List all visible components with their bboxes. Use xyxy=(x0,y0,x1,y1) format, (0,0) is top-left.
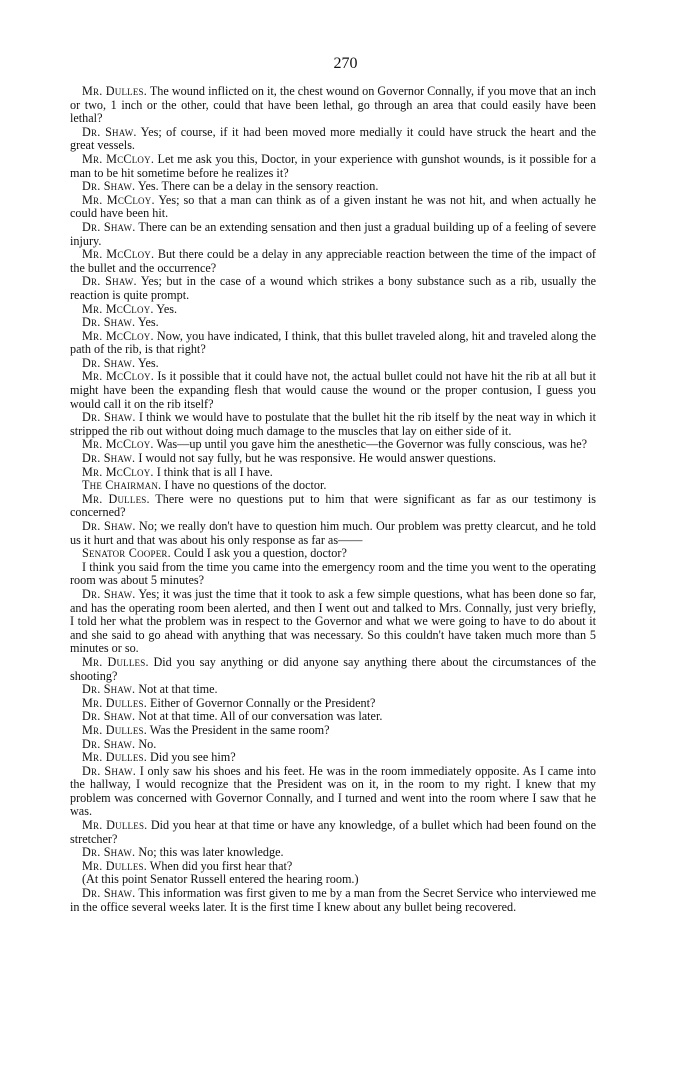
statement-text: Now, you have indicated, I think, that this bullet traveled along, hit and traveled along the path of the rib, is that right? xyxy=(70,328,597,357)
speaker-name: Mr. McCloy. xyxy=(82,151,155,166)
speaker-name: Mr. Dulles. xyxy=(82,818,148,833)
speaker-name: Dr. Shaw. xyxy=(82,736,136,751)
statement-text: Yes; so that a man can think as of a given instant he was not hit, and when actually he could have been hit. xyxy=(70,192,596,221)
statement-text: There can be an extending sensation and then just a gradual building up of a feeling of severe injury. xyxy=(70,219,596,248)
speaker-name: Mr. McCloy. xyxy=(82,369,154,384)
statement-text: I think you said from the time you came into the emergency room and the time you went to the operating room was about 5 minutes? xyxy=(70,559,596,588)
statement-text: Is it possible that it could have not, the actual bullet could not have hit the rib at all but it might have been the expanding flesh that would cause the wound or the proper contusion, I guess you would call it on the rib itself? xyxy=(70,369,596,411)
testimony-paragraph xyxy=(70,85,596,126)
testimony-paragraph xyxy=(70,547,596,561)
speaker-name: Mr. McCloy. xyxy=(82,247,155,262)
statement-text: Yes; it was just the time that it took to ask a few simple questions, what has been done so far, and has the operating room been alerted, and then I went out and talked to Mrs. Connally, just very briefly, I told her what the problem was in respect to the Governor and what we were going to have to do about it and she said to go ahead with anything that was necessary. So this couldn't have taken much more than 5 minutes or so. xyxy=(70,586,596,656)
testimony-paragraph xyxy=(70,126,596,153)
testimony-paragraph xyxy=(70,520,596,547)
speaker-name: Mr. McCloy. xyxy=(82,437,154,452)
testimony-paragraph xyxy=(70,819,596,846)
speaker-name: Mr. Dulles. xyxy=(82,84,147,98)
testimony-body xyxy=(70,85,596,914)
statement-text: (At this point Senator Russell entered the hearing room.) xyxy=(82,872,359,887)
testimony-paragraph xyxy=(70,357,596,371)
testimony-paragraph xyxy=(70,466,596,480)
speaker-name: Dr. Shaw. xyxy=(82,886,136,901)
speaker-name: Dr. Shaw. xyxy=(82,763,136,778)
speaker-name: Mr. Dulles. xyxy=(82,750,147,765)
statement-text: Not at that time. All of our conversation was later. xyxy=(135,709,383,724)
statement-text: Not at that time. xyxy=(135,682,218,697)
testimony-paragraph xyxy=(70,561,596,588)
speaker-name: Dr. Shaw. xyxy=(82,274,137,289)
speaker-name: Dr. Shaw. xyxy=(82,451,136,466)
testimony-paragraph xyxy=(70,887,596,914)
testimony-paragraph xyxy=(70,438,596,452)
speaker-name: Mr. Dulles. xyxy=(82,858,147,873)
speaker-name: Dr. Shaw. xyxy=(82,315,136,330)
statement-text: No. xyxy=(135,736,157,751)
statement-text: Yes. There can be a delay in the sensory reaction. xyxy=(135,179,379,194)
testimony-paragraph xyxy=(70,873,596,887)
speaker-name: Dr. Shaw. xyxy=(82,682,136,697)
speaker-name: Dr. Shaw. xyxy=(82,519,136,533)
speaker-name: Dr. Shaw. xyxy=(82,179,136,194)
speaker-name: Dr. Shaw. xyxy=(82,709,136,724)
testimony-paragraph xyxy=(70,316,596,330)
speaker-name: Dr. Shaw. xyxy=(82,410,136,425)
statement-text: Either of Governor Connally or the President? xyxy=(146,695,376,710)
testimony-paragraph xyxy=(70,330,596,357)
testimony-paragraph xyxy=(70,303,596,317)
speaker-name: Dr. Shaw. xyxy=(82,219,136,234)
speaker-name: Dr. Shaw. xyxy=(82,845,136,860)
statement-text: I have no questions of the doctor. xyxy=(161,478,327,493)
speaker-name: Mr. Dulles. xyxy=(82,722,147,737)
testimony-paragraph xyxy=(70,248,596,275)
testimony-paragraph xyxy=(70,221,596,248)
statement-text: Yes. xyxy=(135,355,159,370)
statement-text: When did you first hear that? xyxy=(146,858,293,873)
statement-text: Did you hear at that time or have any knowledge, of a bullet which had been found on the stretcher? xyxy=(70,818,596,846)
testimony-paragraph xyxy=(70,588,596,656)
statement-text: But there could be a delay in any appreciable reaction between the time of the impact of the bullet and the occurrence? xyxy=(70,247,596,275)
testimony-paragraph xyxy=(70,751,596,765)
testimony-paragraph xyxy=(70,370,596,411)
testimony-paragraph xyxy=(70,180,596,194)
testimony-paragraph xyxy=(70,724,596,738)
speaker-name: The Chairman. xyxy=(82,478,162,493)
testimony-paragraph xyxy=(70,493,596,520)
speaker-name: Mr. McCloy. xyxy=(82,301,154,316)
statement-text: Could I ask you a question, doctor? xyxy=(170,546,347,561)
statement-text: This information was first given to me by a man from the Secret Service who interviewed me in the office several weeks later. It is the first time I knew about any bullet being recovered. xyxy=(70,886,596,914)
speaker-name: Mr. McCloy. xyxy=(82,328,154,343)
speaker-name: Dr. Shaw. xyxy=(82,355,136,370)
testimony-paragraph xyxy=(70,860,596,874)
statement-text: Did you say anything or did anyone say anything there about the circumstances of the shooting? xyxy=(70,654,597,683)
statement-text: No; we really don't have to question him much. Our problem was pretty clearcut, and he told us it hurt and that was about his only response as far as—— xyxy=(70,519,596,547)
statement-text: Let me ask you this, Doctor, in your experience with gunshot wounds, is it possible for a man to be hit sometime before he realizes it? xyxy=(70,151,596,180)
statement-text: Yes. xyxy=(135,315,159,330)
speaker-name: Senator Cooper. xyxy=(82,546,171,561)
page-number: 270 xyxy=(333,55,358,72)
speaker-name: Mr. Dulles. xyxy=(82,491,150,506)
speaker-name: Dr. Shaw. xyxy=(82,124,137,139)
testimony-paragraph xyxy=(70,710,596,724)
statement-text: I think that is all I have. xyxy=(153,464,273,479)
speaker-name: Mr. McCloy. xyxy=(82,192,155,207)
statement-text: No; this was later knowledge. xyxy=(135,845,284,860)
statement-text: There were no questions put to him that were significant as far as our testimony is concerned? xyxy=(70,491,596,520)
speaker-name: Dr. Shaw. xyxy=(82,586,136,601)
testimony-paragraph xyxy=(70,738,596,752)
statement-text: Was—up until you gave him the anesthetic—the Governor was fully conscious, was he? xyxy=(153,437,588,452)
testimony-paragraph xyxy=(70,275,596,302)
testimony-paragraph xyxy=(70,683,596,697)
speaker-name: Mr. Dulles. xyxy=(82,695,147,710)
testimony-paragraph xyxy=(70,452,596,466)
statement-text: Yes; of course, if it had been moved more medially it could have struck the heart and the great vessels. xyxy=(70,124,596,153)
statement-text: I would not say fully, but he was responsive. He would answer questions. xyxy=(135,451,497,466)
statement-text: Did you see him? xyxy=(146,750,236,765)
statement-text: The wound inflicted on it, the chest wound on Governor Connally, if you move that an inch or two, 1 inch or the other, could that have been lethal, go through an area that could easily have been lethal? xyxy=(70,84,596,126)
statement-text: Yes. xyxy=(153,301,178,316)
testimony-paragraph xyxy=(70,194,596,221)
testimony-paragraph xyxy=(70,697,596,711)
statement-text: Yes; but in the case of a wound which strikes a bony substance such as a rib, usually the reaction is quite prompt. xyxy=(70,274,597,302)
testimony-paragraph xyxy=(70,656,596,683)
speaker-name: Mr. Dulles. xyxy=(82,654,149,669)
statement-text: Was the President in the same room? xyxy=(146,722,330,737)
testimony-paragraph xyxy=(70,479,596,493)
testimony-paragraph xyxy=(70,153,596,180)
speaker-name: Mr. McCloy. xyxy=(82,464,154,479)
statement-text: I think we would have to postulate that the bullet hit the rib itself by the neat way in which it stripped the rib out without doing much damage to the muscles that lay on either side of it. xyxy=(70,410,597,438)
testimony-paragraph xyxy=(70,846,596,860)
testimony-paragraph xyxy=(70,765,596,819)
testimony-paragraph xyxy=(70,411,596,438)
statement-text: I only saw his shoes and his feet. He was in the room immediately opposite. As I came into the hallway, I would recognize that the President was on it, in the room to my right. I knew that my problem was concerned with Governor Connally, and I turned and went into the room where I saw that he was. xyxy=(70,763,596,819)
